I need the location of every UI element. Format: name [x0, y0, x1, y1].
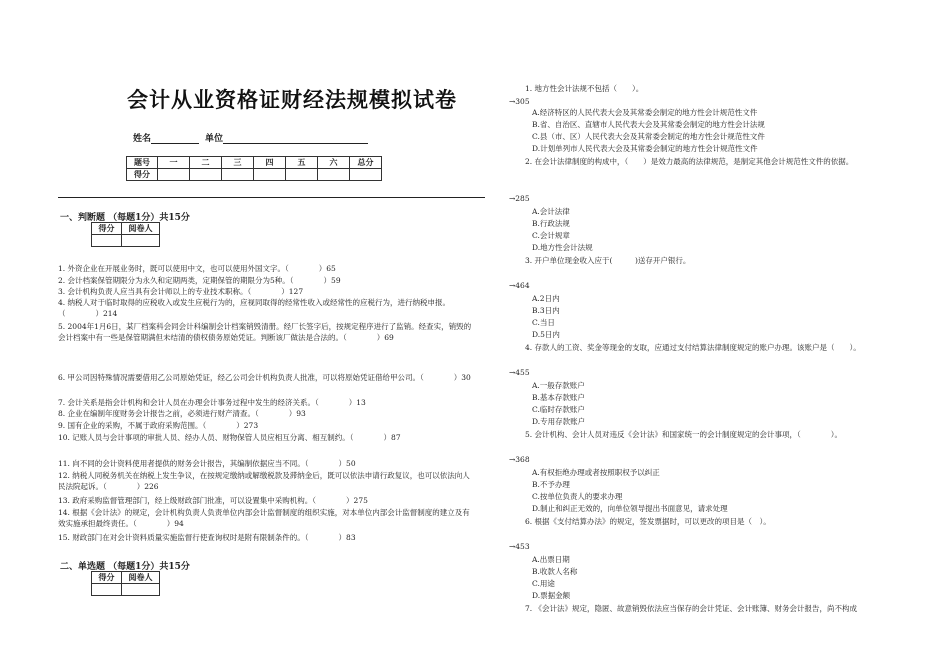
section1-item: 14. 根据《会计法》的规定，会计机构负责人负责单位内部会计监督制度的组织实施，对本单位内部会计监督制度的建立及有效实施承担最终责任。（ ）94 — [58, 508, 470, 528]
answer-option[interactable]: D.制止和纠正无效的，向单位领导提出书面意见，请求处理 — [532, 504, 728, 513]
answer-option[interactable]: C.按单位负责人的要求办理 — [532, 492, 623, 501]
answer-option[interactable]: D.5日内 — [532, 330, 560, 339]
grader-name-cell[interactable] — [122, 235, 160, 247]
score-table-score-row — [127, 169, 382, 181]
answer-option[interactable]: D.计划单列市人民代表大会及其常委会制定的地方性会计规范性文件 — [532, 144, 758, 153]
section1-item: 9. 国有企业的采购，不属于政府采购范围。（ ）273 — [58, 421, 259, 430]
score-table-cell: 六 — [318, 157, 350, 169]
answer-option[interactable]: C.用途 — [532, 579, 555, 588]
answer-option[interactable]: A.一般存款账户 — [532, 381, 585, 390]
answer-option[interactable]: A.2日内 — [532, 294, 560, 303]
answer-option[interactable]: C.当日 — [532, 318, 555, 327]
question-ref: →285 — [509, 194, 530, 203]
score-input-cell[interactable] — [222, 169, 254, 181]
unit-field[interactable] — [205, 131, 368, 144]
score-input-cell[interactable] — [190, 169, 222, 181]
answer-option[interactable]: A.有权拒绝办理或者按照职权予以纠正 — [532, 468, 660, 477]
score-input-cell[interactable] — [286, 169, 318, 181]
question-ref: →455 — [509, 368, 530, 377]
question-stem: 3. 开户单位现金收入应于( )送存开户银行。 — [525, 256, 691, 265]
section2-heading: 二、单选题 （每题1分）共15分 — [60, 562, 190, 572]
answer-option[interactable]: C.会计规章 — [532, 231, 570, 240]
section1-item: 7. 会计关系是指会计机构和会计人员在办理会计事务过程中发生的经济关系。（ ）13 — [58, 398, 366, 407]
section1-item: 2. 会计档案保管期限分为永久和定期两类，定期保管的期限分为5种。（ ）59 — [58, 276, 341, 285]
name-underline — [151, 134, 199, 144]
unit-underline — [223, 134, 368, 144]
section2-grader-table — [91, 571, 160, 596]
score-input-cell[interactable] — [158, 169, 190, 181]
score-table-cell: 题号 — [127, 157, 158, 169]
grader-score-cell[interactable] — [92, 235, 122, 247]
score-table-cell: 总分 — [350, 157, 382, 169]
answer-option[interactable]: A.会计法律 — [532, 207, 570, 216]
section1-item: 3. 会计机构负责人应当具有会计师以上的专业技术职称。（ ）127 — [58, 287, 304, 296]
section1-item: 4. 纳税人对于临时取得的应税收入或发生应税行为的，应视同取得的经常性收入或经常性的应税行为，进行纳税申报。（ ）214 — [58, 298, 451, 318]
answer-option[interactable]: C.县（市、区）人民代表大会及其常委会制定的地方性会计规范性文件 — [532, 132, 765, 141]
question-stem: 6. 根据《支付结算办法》的规定，签发票据时，可以更改的项目是（ ）。 — [525, 517, 771, 526]
score-table-cell: 二 — [190, 157, 222, 169]
answer-option[interactable]: D.专用存款账户 — [532, 417, 586, 426]
question-stem: 4. 存款人的工资、奖金等现金的支取，应通过支付结算法律制度规定的账户办理。该账户是（ ）。 — [525, 343, 861, 352]
section1-item: 13. 政府采购监督管理部门，经上级财政部门批准，可以设置集中采购机构。（ ）275 — [58, 496, 368, 505]
question-stem: 1. 地方性会计法规不包括（ ）。 — [525, 84, 644, 93]
answer-option[interactable]: C.临时存款账户 — [532, 405, 585, 414]
grader-name-label: 阅卷人 — [122, 223, 160, 235]
unit-label: 单位 — [205, 134, 224, 144]
answer-option[interactable]: D.地方性会计法规 — [532, 243, 593, 252]
grader-name-label: 阅卷人 — [122, 572, 160, 584]
question-stem: 5. 会计机构、会计人员对违反《会计法》和国家统一的会计制度规定的会计事项，（ ）。 — [525, 430, 843, 439]
name-field[interactable] — [133, 131, 199, 144]
exam-title: 会计从业资格证财经法规模拟试卷 — [127, 87, 457, 112]
question-ref: →305 — [509, 97, 530, 106]
section1-item: 1. 外资企业在开展业务时，既可以使用中文，也可以使用外国文字。（ ）65 — [58, 264, 336, 273]
score-table — [126, 156, 382, 181]
name-label: 姓名 — [133, 134, 152, 144]
score-input-cell[interactable] — [318, 169, 350, 181]
question-ref: →464 — [509, 281, 530, 290]
section-divider — [58, 197, 485, 198]
answer-option[interactable]: B.行政法规 — [532, 219, 570, 228]
question-stem: 2. 在会计法律制度的构成中，（ ）是效力最高的法律规范，是制定其他会计规范性文件的依据。 — [525, 157, 854, 166]
section1-item: 15. 财政部门在对会计资料质量实施监督行使查询权时是附有限制条件的。（ ）83 — [58, 533, 356, 542]
score-table-row-label: 得分 — [127, 169, 158, 181]
score-table-cell: 三 — [222, 157, 254, 169]
question-stem: 7. 《会计法》规定，隐匿、故意销毁依法应当保存的会计凭证、会计账簿、财务会计报告，尚不构成 — [525, 604, 858, 613]
section1-heading: 一、判断题 （每题1分）共15分 — [60, 213, 190, 223]
grader-score-label: 得分 — [92, 223, 122, 235]
score-table-cell: 四 — [254, 157, 286, 169]
score-input-cell[interactable] — [350, 169, 382, 181]
score-input-cell[interactable] — [254, 169, 286, 181]
section1-item: 6. 甲公司因特殊情况需要借用乙公司原始凭证，经乙公司会计机构负责人批准，可以将原始凭证借给甲公司。（ ）30 — [58, 373, 471, 382]
section1-item: 10. 记账人员与会计事项的审批人员、经办人员、财物保管人员应相互分离、相互制约。（ ）87 — [58, 433, 401, 442]
section1-item: 12. 纳税人同税务机关在纳税上发生争议，在按规定缴纳或解缴税款及滞纳金后，既可以依法申请行政复议，也可以依法向人民法院起诉。（ ）226 — [58, 471, 470, 491]
grader-name-cell[interactable] — [122, 584, 160, 596]
answer-option[interactable]: B.收款人名称 — [532, 567, 578, 576]
question-ref: →453 — [509, 542, 530, 551]
grader-score-label: 得分 — [92, 572, 122, 584]
answer-option[interactable]: B.省、自治区、直辖市人民代表大会及其常委会制定的地方性会计法规 — [532, 120, 765, 129]
section1-item: 5. 2004年1月6日，某厂档案科会同会计科编制会计档案销毁清册。经厂长签字后，按规定程序进行了监销。经查实，销毁的会计档案中有一些是保管期满但未结清的债权债务原始凭证。判断该厂做法是合法的。（ ）69 — [58, 322, 472, 342]
section1-item: 8. 企业在编制年度财务会计报告之前，必须进行财产清查。（ ）93 — [58, 409, 306, 418]
grader-score-cell[interactable] — [92, 584, 122, 596]
section1-grader-table — [91, 222, 160, 247]
answer-option[interactable]: D.票据金额 — [532, 591, 571, 600]
section1-item: 11. 向不同的会计资料使用者提供的财务会计报告，其编制依据应当不同。（ ）50 — [58, 459, 356, 468]
answer-option[interactable]: A.出票日期 — [532, 555, 570, 564]
answer-option[interactable]: B.3日内 — [532, 306, 560, 315]
score-table-cell: 五 — [286, 157, 318, 169]
question-ref: →368 — [509, 455, 530, 464]
score-table-header-row — [127, 157, 382, 169]
answer-option[interactable]: B.不予办理 — [532, 480, 570, 489]
score-table-cell: 一 — [158, 157, 190, 169]
answer-option[interactable]: B.基本存款账户 — [532, 393, 585, 402]
answer-option[interactable]: A.经济特区的人民代表大会及其常委会制定的地方性会计规范性文件 — [532, 108, 758, 117]
